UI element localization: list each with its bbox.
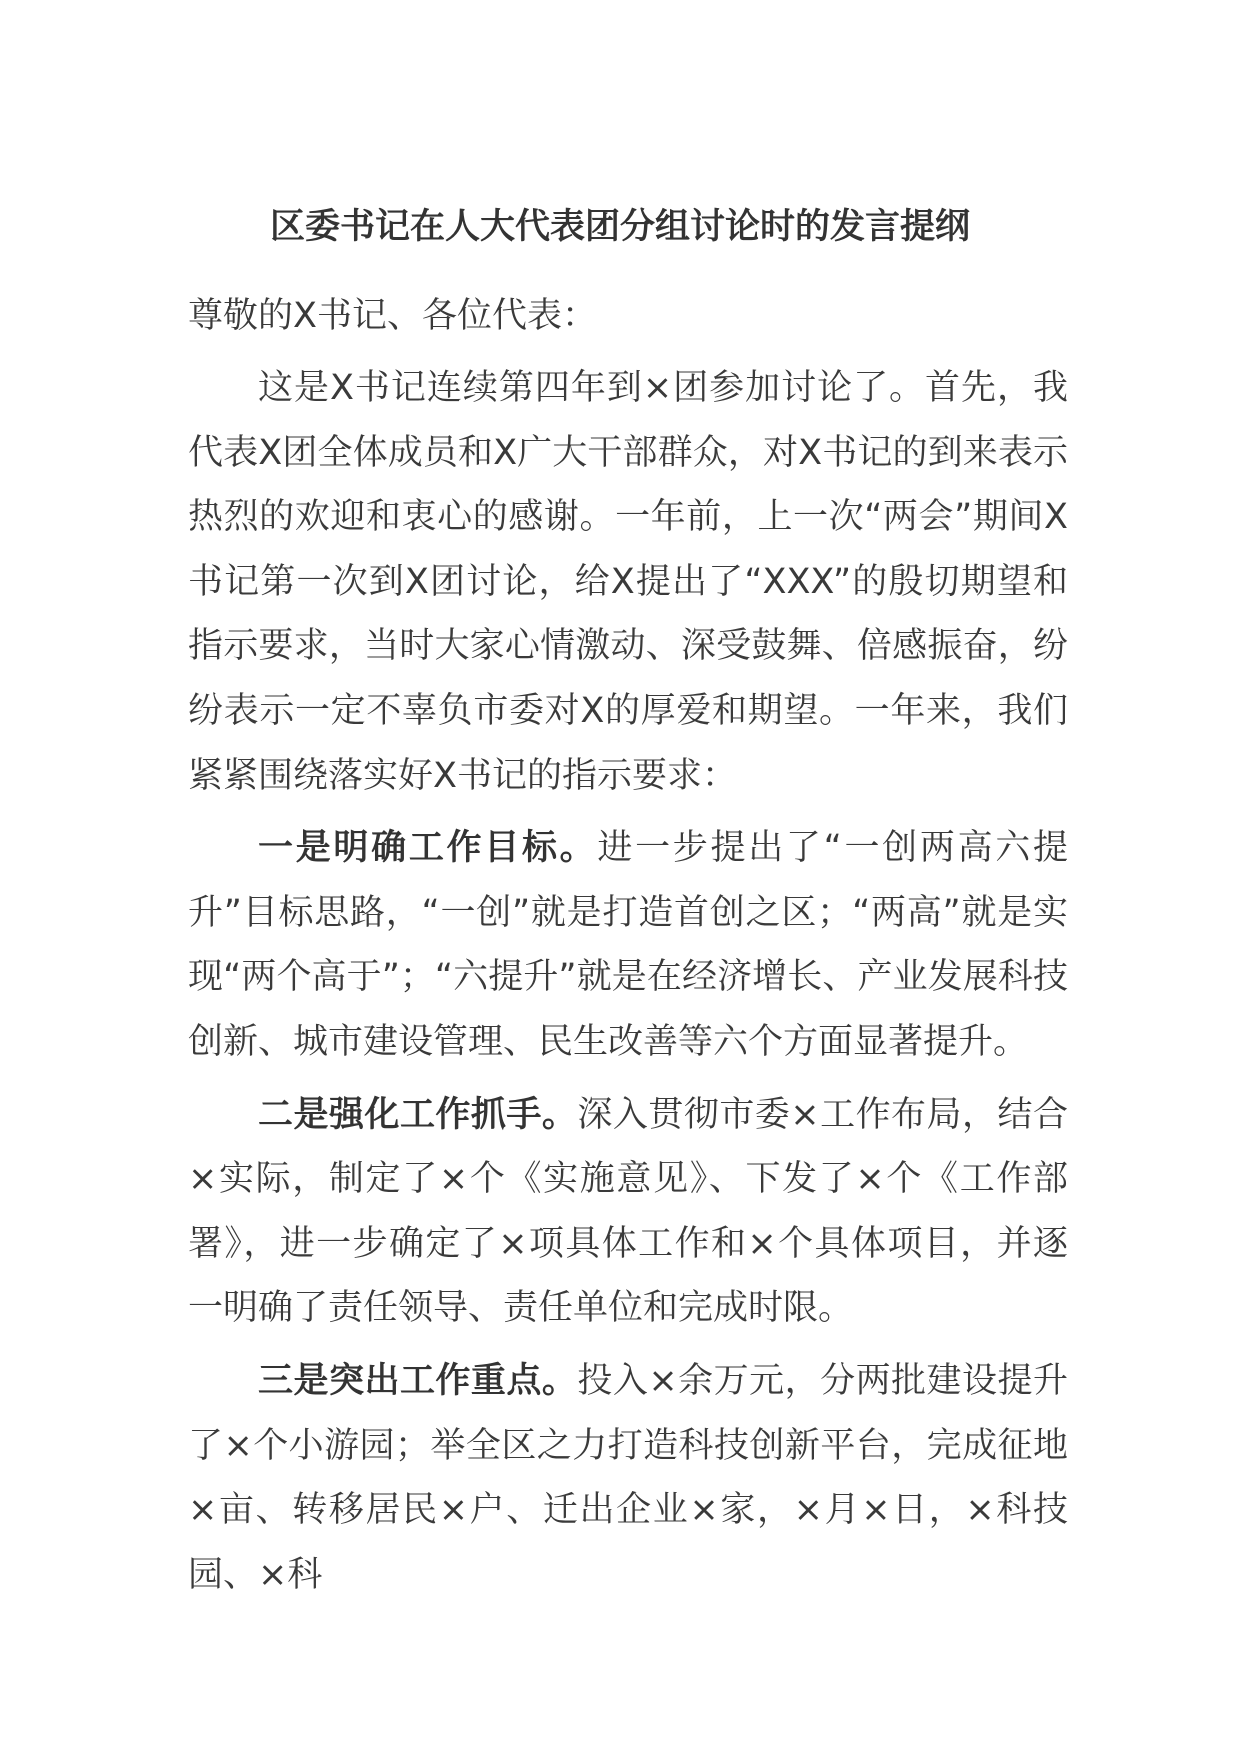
paragraph-focus [188,1349,1068,1607]
paragraph-lead: 二是强化工作抓手。 [258,1094,578,1135]
paragraph-measures [188,1083,1068,1341]
paragraph-text: 进一步提出了“一创两高六提升”目标思路，“一创”就是打造首创之区；“两高”就是实现“两个高于”；“六提升”就是在经济增长、产业发展科技创新、城市建设管理、民生改善等六个方面显著提升。 [188,828,1068,1062]
paragraph-intro [188,356,1068,808]
paragraph-text: 投入×余万元，分两批建设提升了×个小游园；举全区之力打造科技创新平台，完成征地×亩、转移居民×户、迁出企业×家，×月×日，×科技园、×科 [188,1360,1068,1595]
document-title: 区委书记在人大代表团分组讨论时的发言提纲 [269,207,970,247]
paragraph-text: 深入贯彻市委×工作布局，结合×实际，制定了×个《实施意见》、下发了×个《工作部署》，进一步确定了×项具体工作和×个具体项目，并逐一明确了责任领导、责任单位和完成时限。 [188,1094,1068,1329]
document-body [188,284,1068,1615]
paragraph-goal [188,816,1068,1074]
paragraph-text: 这是X书记连续第四年到×团参加讨论了。首先，我代表X团全体成员和X广大干部群众，对X书记的到来表示热烈的欢迎和衷心的感谢。一年前，上一次“两会”期间X书记第一次到X团讨论，给X提出了“XXX”的殷切期望和指示要求，当时大家心情激动、深受鼓舞、倍感振奋，纷纷表示一定不辜负市委对X的厚爱和期望。一年来，我们紧紧围绕落实好X书记的指示要求： [188,368,1068,796]
paragraph-lead: 三是突出工作重点。 [258,1360,578,1401]
paragraph-lead: 一是明确工作目标。 [258,828,598,869]
greeting: 尊敬的X书记、各位代表： [188,296,597,336]
